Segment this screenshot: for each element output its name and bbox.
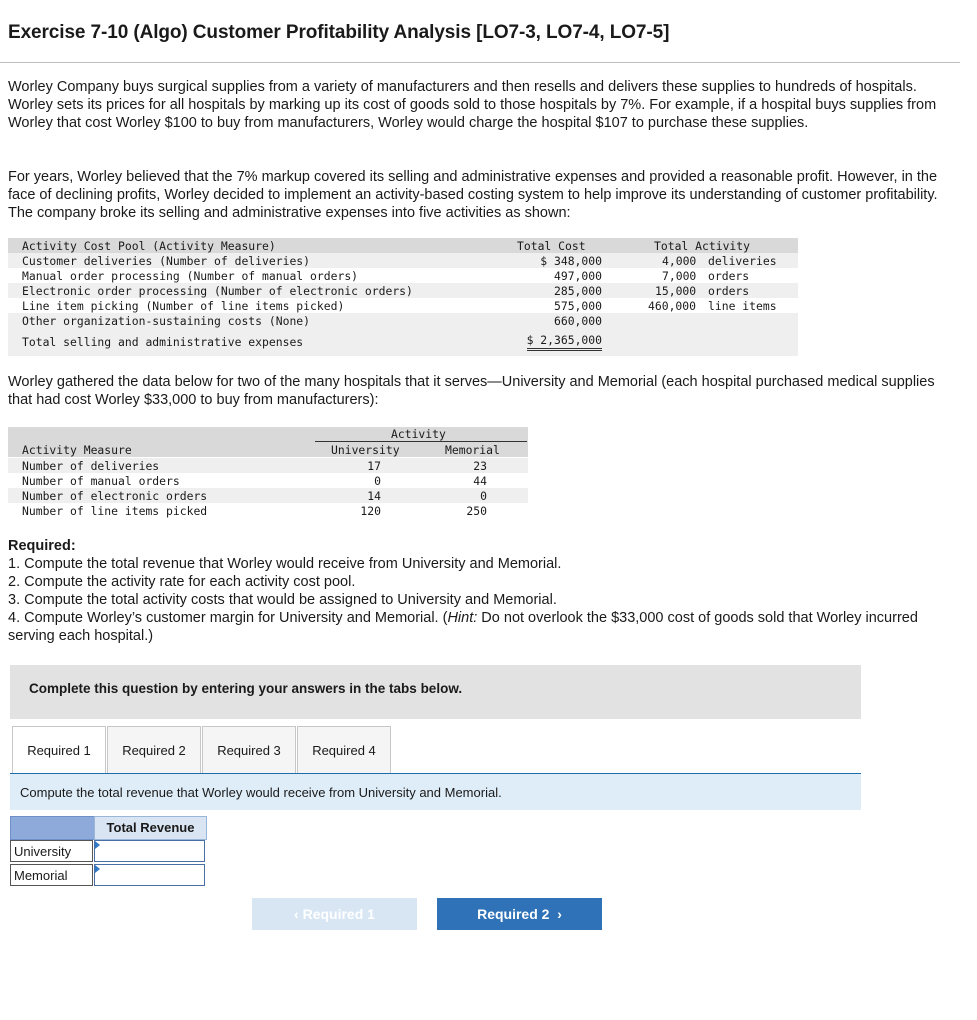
pool-name: Line item picking (Number of line items picked) [22,299,345,313]
pool-qty: 15,000 [655,284,697,298]
pool-name: Other organization-sustaining costs (None) [22,314,311,328]
university-value: 17 [367,459,381,473]
row-label-memorial: Memorial [10,864,93,886]
table-row [8,283,798,298]
tab-required-3[interactable]: Required 3 [202,726,296,775]
pool-name: Customer deliveries (Number of deliveries) [22,254,311,268]
required-item: 1. Compute the total revenue that Worley would receive from University and Memorial. [8,556,562,572]
table-row [8,298,798,313]
data-paragraph: Worley gathered the data below for two of the many hospitals that it serves—University and Memorial (each hospital purchased medical supplies that had cost Worley $33,000 to buy from manufacturers): [8,374,935,408]
pool-unit: orders [708,269,750,283]
intro-paragraph: Worley Company buys surgical supplies from a variety of manufacturers and then resells and delivers these supplies to hundreds of hospitals. Worley sets its prices for all hospitals by marking up its cost of goods sold to those hospitals by 7%. For example, if a hospital buys supplies from Worley that cost Worley $100 to buy from manufacturers, Worley would charge the hospital $107 to purchase these supplies. [8,79,937,131]
required-item: 2. Compute the activity rate for each activity cost pool. [8,574,356,590]
prev-label: Required 1 [302,906,375,922]
banner-text: Complete this question by entering your answers in the tabs below. [29,681,463,696]
table-row [8,473,528,488]
pool-qty: 460,000 [648,299,697,313]
memorial-value: 44 [473,474,487,488]
table-row [8,503,528,518]
memorial-value: 0 [480,489,487,503]
university-revenue-input[interactable] [94,840,205,862]
table-total-row [8,329,798,356]
answer-table-corner [10,816,96,840]
university-value: 0 [374,474,381,488]
input-marker-icon [95,841,100,849]
table-row [8,488,528,503]
instructions-banner [10,665,861,719]
group-header: Activity [391,427,446,441]
table-row [8,458,528,473]
university-value: 120 [360,504,381,518]
pool-cost: $ 348,000 [540,254,602,268]
pool-unit: deliveries [708,254,777,268]
total-cost: $ 2,365,000 [527,333,602,351]
measure-name: Number of electronic orders [22,489,208,503]
header-total-cost: Total Cost [517,239,586,253]
pool-unit: line items [708,299,777,313]
memorial-value: 23 [473,459,487,473]
answer-header: Total Revenue [94,816,207,840]
chevron-right-icon: › [549,906,562,922]
pool-cost: 285,000 [553,284,602,298]
university-value: 14 [367,489,381,503]
tab-required-4[interactable]: Required 4 [297,726,391,775]
required-item: 3. Compute the total activity costs that would be assigned to University and Memorial. [8,592,557,608]
page-title: Exercise 7-10 (Algo) Customer Profitability Analysis [LO7-3, LO7-4, LO7-5] [8,22,670,43]
required-item-text: 4. Compute Worley’s customer margin for University and Memorial. ( [8,610,448,626]
required-heading: Required: [8,538,76,554]
input-marker-icon [95,865,100,873]
required-section [8,537,958,645]
next-label: Required 2 [477,906,550,922]
memorial-revenue-input[interactable] [94,864,205,886]
measure-name: Number of deliveries [22,459,160,473]
chevron-left-icon: ‹ [294,906,303,922]
instruction-text: Compute the total revenue that Worley would receive from University and Memorial. [20,785,502,800]
abc-paragraph: For years, Worley believed that the 7% markup covered its selling and administrative expenses and provided a reasonable profit. However, in the face of declining profits, Worley decided to implement an activity-based costing system to help improve its understanding of customer profitability. The company broke its selling and administrative expenses into five activities as shown: [8,169,938,221]
pool-unit: orders [708,284,750,298]
activity-measure-table [8,427,528,519]
memorial-value: 250 [466,504,487,518]
measure-name: Number of manual orders [22,474,180,488]
header-university: University [331,443,400,457]
table-row [8,253,798,268]
tab-required-1[interactable]: Required 1 [12,726,106,775]
header-measure: Activity Measure [22,443,132,457]
hint-text: Do not overlook the $33,000 cost of goods sold that Worley incurred serving each hospital.) [8,610,918,644]
header-memorial: Memorial [445,443,500,457]
pool-qty: 4,000 [662,254,697,268]
pool-name: Electronic order processing (Number of electronic orders) [22,284,413,298]
header-pool: Activity Cost Pool (Activity Measure) [22,239,276,253]
group-header-underline [315,441,527,442]
previous-required-button[interactable] [252,898,417,930]
total-label: Total selling and administrative expenses [22,335,304,349]
row-label-university: University [10,840,93,862]
question-instruction [10,774,861,810]
title-divider [0,62,960,63]
table-row [8,268,798,283]
hint-label: Hint: [447,610,478,626]
table-row [8,313,798,329]
required-item [8,609,958,645]
pool-qty: 7,000 [662,269,697,283]
pool-cost: 575,000 [553,299,602,313]
pool-cost: 497,000 [553,269,602,283]
pool-cost: 660,000 [553,314,602,328]
pool-name: Manual order processing (Number of manual orders) [22,269,359,283]
measure-name: Number of line items picked [22,504,208,518]
header-total-activity: Total Activity [654,239,751,253]
next-required-button[interactable] [437,898,602,930]
table-header-row [8,238,798,253]
tab-required-2[interactable]: Required 2 [107,726,201,775]
activity-cost-table [8,238,798,356]
table-header-row [8,427,528,457]
